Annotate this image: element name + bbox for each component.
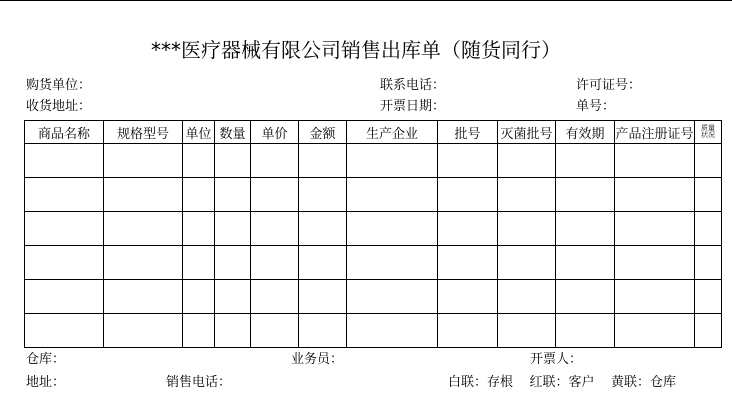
table-row — [25, 178, 722, 212]
column-header-quality: 质量 状况 — [695, 121, 722, 144]
table-cell — [695, 246, 722, 280]
table-cell — [183, 280, 215, 314]
table-cell — [695, 314, 722, 348]
column-header: 有效期 — [556, 121, 615, 144]
warehouse-label: 仓库： — [26, 352, 66, 367]
table-cell — [498, 212, 556, 246]
table-cell — [25, 280, 104, 314]
table-cell — [615, 144, 695, 178]
table-cell — [498, 178, 556, 212]
issuer-label: 开票人： — [530, 352, 583, 367]
table-cell — [615, 178, 695, 212]
column-header: 产品注册证号 — [615, 121, 695, 144]
table-cell — [556, 280, 615, 314]
table-cell — [215, 212, 251, 246]
table-cell — [299, 246, 347, 280]
table-cell — [25, 314, 104, 348]
order-no-label: 单号： — [576, 99, 616, 114]
table-cell — [556, 178, 615, 212]
column-header: 金额 — [299, 121, 347, 144]
table-cell — [498, 144, 556, 178]
table-cell — [347, 178, 438, 212]
table-cell — [556, 246, 615, 280]
table-row — [25, 246, 722, 280]
table-row — [25, 314, 722, 348]
invoice-date-label: 开票日期： — [380, 99, 446, 114]
table-cell — [25, 178, 104, 212]
items-table — [24, 120, 722, 348]
table-cell — [183, 144, 215, 178]
table-cell — [215, 246, 251, 280]
buyer-label: 购货单位： — [26, 78, 92, 93]
table-cell — [615, 212, 695, 246]
table-cell — [556, 144, 615, 178]
table-cell — [695, 212, 722, 246]
table-cell — [104, 246, 183, 280]
table-cell — [299, 212, 347, 246]
footer-address-label: 地址： — [26, 375, 66, 390]
table-cell — [251, 212, 299, 246]
table-cell — [498, 246, 556, 280]
phone-label: 联系电话： — [380, 78, 446, 93]
table-cell — [347, 314, 438, 348]
column-header: 单位 — [183, 121, 215, 144]
salesperson-label: 业务员： — [291, 352, 344, 367]
table-cell — [104, 212, 183, 246]
table-cell — [104, 314, 183, 348]
table-cell — [556, 314, 615, 348]
table-cell — [215, 178, 251, 212]
table-cell — [104, 144, 183, 178]
table-cell — [25, 212, 104, 246]
column-header: 生产企业 — [347, 121, 438, 144]
table-row — [25, 144, 722, 178]
top-rule — [0, 0, 732, 1]
table-cell — [104, 178, 183, 212]
table-cell — [299, 144, 347, 178]
table-cell — [104, 280, 183, 314]
table-cell — [615, 280, 695, 314]
table-cell — [251, 280, 299, 314]
table-body — [25, 144, 722, 348]
table-cell — [215, 144, 251, 178]
table-row — [25, 280, 722, 314]
table-cell — [438, 246, 498, 280]
document-title: ***医疗器械有限公司销售出库单（随货同行） — [151, 38, 561, 62]
column-header: 灭菌批号 — [498, 121, 556, 144]
table-cell — [498, 314, 556, 348]
table-cell — [25, 144, 104, 178]
table-cell — [347, 144, 438, 178]
table-cell — [215, 280, 251, 314]
table-cell — [215, 314, 251, 348]
table-cell — [347, 212, 438, 246]
table-cell — [347, 246, 438, 280]
table-cell — [695, 178, 722, 212]
column-header: 数量 — [215, 121, 251, 144]
table-cell — [251, 314, 299, 348]
copy-distribution-note: 白联：存根 红联：客户 黄联：仓库 — [448, 375, 677, 390]
table-cell — [299, 178, 347, 212]
table-cell — [695, 280, 722, 314]
table-cell — [347, 280, 438, 314]
table-cell — [299, 314, 347, 348]
table-cell — [556, 212, 615, 246]
table-cell — [695, 144, 722, 178]
table-cell — [615, 246, 695, 280]
table-row — [25, 212, 722, 246]
table-cell — [438, 212, 498, 246]
table-header-row — [25, 121, 722, 144]
sales-phone-label: 销售电话： — [166, 375, 232, 390]
table-cell — [498, 280, 556, 314]
table-cell — [251, 144, 299, 178]
table-cell — [251, 178, 299, 212]
column-header: 规格型号 — [104, 121, 183, 144]
table-cell — [183, 314, 215, 348]
column-header: 批号 — [438, 121, 498, 144]
table-cell — [183, 178, 215, 212]
table-cell — [438, 178, 498, 212]
table-cell — [438, 314, 498, 348]
license-label: 许可证号： — [576, 78, 642, 93]
table-cell — [183, 246, 215, 280]
column-header: 商品名称 — [25, 121, 104, 144]
table-cell — [251, 246, 299, 280]
table-cell — [299, 280, 347, 314]
table-cell — [183, 212, 215, 246]
table-cell — [438, 144, 498, 178]
column-header: 单价 — [251, 121, 299, 144]
table-cell — [615, 314, 695, 348]
address-label: 收货地址： — [26, 99, 92, 114]
table-cell — [438, 280, 498, 314]
table-cell — [25, 246, 104, 280]
